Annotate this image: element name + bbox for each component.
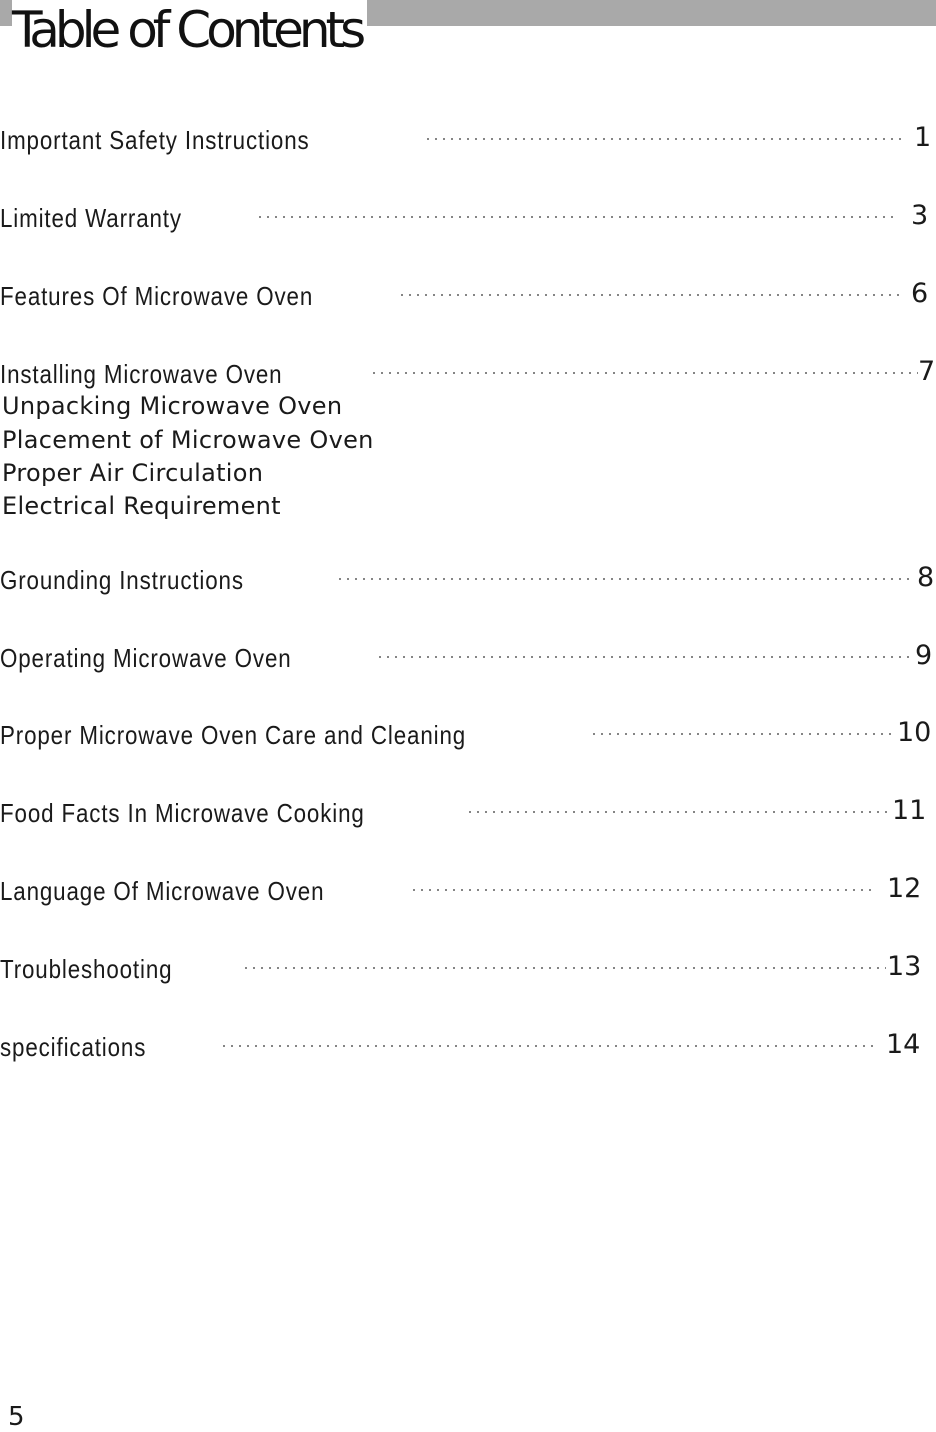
toc-entry-label: Operating Microwave Oven [0, 643, 292, 673]
toc-subitem[interactable]: Proper Air Circulation [2, 459, 264, 487]
toc-leader-dots [410, 889, 872, 891]
toc-entry-page: 8 [917, 562, 935, 593]
toc-entry-food-facts-in-microwave-cooking[interactable] [0, 793, 424, 829]
toc-leader-dots [370, 372, 918, 374]
toc-entry-proper-microwave-oven-care-and-cleaning[interactable] [0, 715, 542, 751]
toc-entry-page: 7 [918, 356, 936, 387]
toc-leader-dots [220, 1045, 876, 1047]
toc-entry-label: Proper Microwave Oven Care and Cleaning [0, 720, 467, 750]
toc-subitem[interactable]: Electrical Requirement [2, 492, 281, 520]
toc-entry-page: 10 [897, 717, 932, 748]
toc-entry-page: 6 [911, 278, 929, 309]
toc-entry-operating-microwave-oven[interactable] [0, 638, 339, 674]
page-number: 5 [8, 1402, 25, 1432]
toc-entry-label: Limited Warranty [0, 203, 182, 233]
toc-entry-label: Important Safety Instructions [0, 125, 310, 155]
toc-entry-label: Language Of Microwave Oven [0, 876, 325, 906]
toc-entry-page: 12 [887, 873, 922, 904]
toc-leader-dots [376, 656, 910, 658]
toc-entry-troubleshooting[interactable] [0, 949, 201, 985]
toc-entry-specifications[interactable] [0, 1027, 170, 1063]
toc-entry-page: 9 [915, 640, 933, 671]
toc-subitem[interactable]: Unpacking Microwave Oven [2, 392, 343, 420]
toc-entry-installing-microwave-oven[interactable] [0, 354, 328, 390]
toc-leader-dots [336, 578, 912, 580]
toc-entry-important-safety-instructions[interactable] [0, 120, 360, 156]
toc-entry-label: Troubleshooting [0, 954, 173, 984]
toc-leader-dots [590, 733, 892, 735]
toc-entry-page: 3 [911, 200, 929, 231]
toc-leader-dots [398, 294, 904, 296]
toc-entry-features-of-microwave-oven[interactable] [0, 276, 364, 312]
toc-entry-label: Installing Microwave Oven [0, 359, 283, 389]
toc-entry-label: Features Of Microwave Oven [0, 281, 314, 311]
toc-leader-dots [256, 216, 898, 218]
toc-entry-grounding-instructions[interactable] [0, 560, 284, 596]
toc-leader-dots [242, 967, 886, 969]
toc-entry-language-of-microwave-oven[interactable] [0, 871, 377, 907]
toc-entry-page: 1 [914, 122, 932, 153]
toc-entry-label: Food Facts In Microwave Cooking [0, 798, 365, 828]
toc-entry-limited-warranty[interactable] [0, 198, 212, 234]
toc-entry-label: Grounding Instructions [0, 565, 244, 595]
toc-leader-dots [424, 138, 902, 140]
toc-leader-dots [466, 811, 890, 813]
page-title: Table of Contents [12, 0, 367, 60]
toc-entry-page: 14 [886, 1029, 921, 1060]
toc-entry-label: specifications [0, 1032, 147, 1062]
toc-subitem[interactable]: Placement of Microwave Oven [2, 426, 374, 454]
toc-entry-page: 11 [892, 795, 927, 826]
toc-entry-page: 13 [887, 951, 922, 982]
